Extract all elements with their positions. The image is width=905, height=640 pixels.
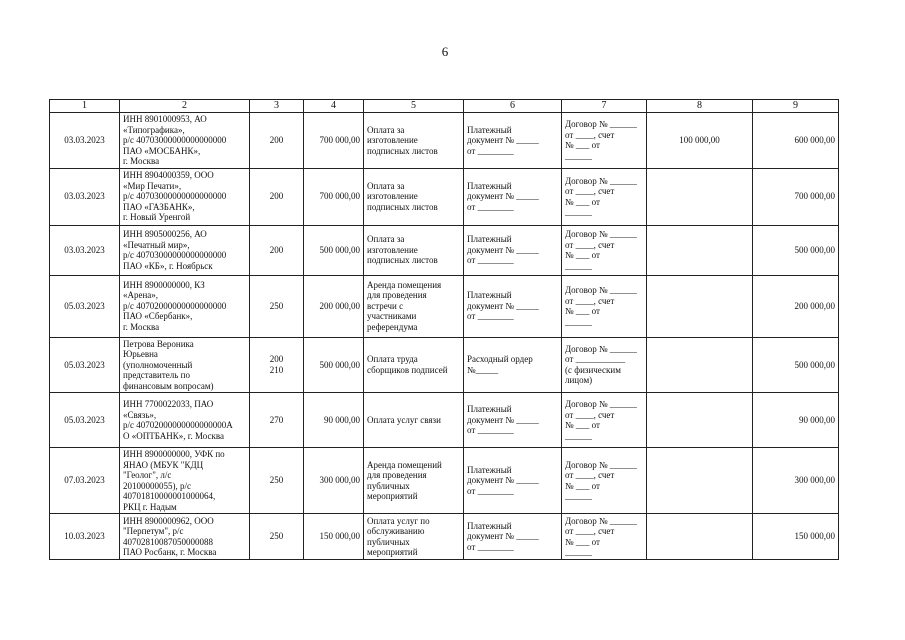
payer-cell: ИНН 7700022033, ПАО «Связь», р/с 40702000000000000000А О «ОПТБАНК», г. Москва — [120, 393, 250, 448]
table-row — [50, 168, 839, 225]
amount-cell: 500 000,00 — [304, 225, 364, 275]
contract-cell: Договор № ______ от ____, счет № ___ от ______ — [562, 393, 647, 448]
document-cell: Платежный документ № _____ от ________ — [464, 225, 562, 275]
date-cell: 05.03.2023 — [50, 393, 120, 448]
col9-cell: 300 000,00 — [753, 448, 839, 514]
payer-cell: ИНН 8900000962, ООО "Перпетум", р/с 40702810087050000088 ПАО Росбанк, г. Москва — [120, 514, 250, 560]
header-col-7: 7 — [562, 100, 647, 113]
header-col-3: 3 — [250, 100, 304, 113]
expense-table — [49, 99, 839, 560]
table-row — [50, 275, 839, 337]
code-cell: 250 — [250, 514, 304, 560]
purpose-cell: Оплата за изготовление подписных листов — [364, 113, 464, 169]
document-cell: Платежный документ № _____ от ________ — [464, 168, 562, 225]
page-number: 6 — [441, 44, 449, 59]
col8-cell — [647, 275, 753, 337]
amount-cell: 700 000,00 — [304, 113, 364, 169]
amount-cell: 90 000,00 — [304, 393, 364, 448]
payer-cell: Петрова Вероника Юрьевна (уполномоченный представитель по финансовым вопросам) — [120, 337, 250, 393]
header-col-6: 6 — [464, 100, 562, 113]
col9-cell: 90 000,00 — [753, 393, 839, 448]
col8-cell — [647, 448, 753, 514]
code-cell: 200 — [250, 168, 304, 225]
purpose-cell: Аренда помещений для проведения публичных мероприятий — [364, 448, 464, 514]
contract-cell: Договор № ______ от ____, счет № ___ от ______ — [562, 448, 647, 514]
purpose-cell: Оплата за изготовление подписных листов — [364, 168, 464, 225]
col8-cell — [647, 393, 753, 448]
document-cell: Расходный ордер №_____ — [464, 337, 562, 393]
amount-cell: 150 000,00 — [304, 514, 364, 560]
contract-cell: Договор № ______ от ____, счет № ___ от ______ — [562, 514, 647, 560]
contract-cell: Договор № ______ от ____, счет № ___ от ______ — [562, 275, 647, 337]
col8-cell — [647, 514, 753, 560]
table-row — [50, 514, 839, 560]
header-col-9: 9 — [753, 100, 839, 113]
amount-cell: 700 000,00 — [304, 168, 364, 225]
payer-cell: ИНН 8904000359, ООО «Мир Печати», р/с 40703000000000000000 ПАО «ГАЗБАНК», г. Новый Уренгой — [120, 168, 250, 225]
col9-cell: 200 000,00 — [753, 275, 839, 337]
purpose-cell: Аренда помещения для проведения встречи с участниками референдума — [364, 275, 464, 337]
table-row — [50, 337, 839, 393]
col8-cell: 100 000,00 — [647, 113, 753, 169]
header-col-1: 1 — [50, 100, 120, 113]
date-cell: 10.03.2023 — [50, 514, 120, 560]
code-cell: 200 — [250, 113, 304, 169]
code-cell: 200 210 — [250, 337, 304, 393]
amount-cell: 300 000,00 — [304, 448, 364, 514]
table-row — [50, 225, 839, 275]
table-row — [50, 113, 839, 169]
date-cell: 03.03.2023 — [50, 225, 120, 275]
contract-cell: Договор № ______ от ____, счет № ___ от ______ — [562, 168, 647, 225]
header-row — [50, 100, 839, 113]
header-col-2: 2 — [120, 100, 250, 113]
date-cell: 07.03.2023 — [50, 448, 120, 514]
code-cell: 250 — [250, 275, 304, 337]
date-cell: 05.03.2023 — [50, 337, 120, 393]
col8-cell — [647, 337, 753, 393]
header-col-5: 5 — [364, 100, 464, 113]
col9-cell: 500 000,00 — [753, 337, 839, 393]
purpose-cell: Оплата за изготовление подписных листов — [364, 225, 464, 275]
col9-cell: 600 000,00 — [753, 113, 839, 169]
header-col-4: 4 — [304, 100, 364, 113]
col9-cell: 500 000,00 — [753, 225, 839, 275]
date-cell: 03.03.2023 — [50, 113, 120, 169]
document-cell: Платежный документ № _____ от ________ — [464, 275, 562, 337]
contract-cell: Договор № ______ от ____, счет № ___ от ______ — [562, 113, 647, 169]
col9-cell: 150 000,00 — [753, 514, 839, 560]
payer-cell: ИНН 8900000000, УФК по ЯНАО (МБУК "КДЦ "Геолог", л/с 20100000055), р/с 40701810000001000064, РКЦ г. Надым — [120, 448, 250, 514]
document-cell: Платежный документ № _____ от ________ — [464, 514, 562, 560]
col8-cell — [647, 225, 753, 275]
col9-cell: 700 000,00 — [753, 168, 839, 225]
code-cell: 250 — [250, 448, 304, 514]
document-cell: Платежный документ № _____ от ________ — [464, 113, 562, 169]
payer-cell: ИНН 8905000256, АО «Печатный мир», р/с 40703000000000000000 ПАО «КБ», г. Ноябрьск — [120, 225, 250, 275]
purpose-cell: Оплата услуг связи — [364, 393, 464, 448]
table-row — [50, 393, 839, 448]
date-cell: 03.03.2023 — [50, 168, 120, 225]
purpose-cell: Оплата услуг по обслуживанию публичных мероприятий — [364, 514, 464, 560]
payer-cell: ИНН 8901000953, АО «Типографика», р/с 40703000000000000000 ПАО «МОСБАНК», г. Москва — [120, 113, 250, 169]
contract-cell: Договор № ______ от ___________ (с физическим лицом) — [562, 337, 647, 393]
code-cell: 270 — [250, 393, 304, 448]
date-cell: 05.03.2023 — [50, 275, 120, 337]
contract-cell: Договор № ______ от ____, счет № ___ от ______ — [562, 225, 647, 275]
amount-cell: 500 000,00 — [304, 337, 364, 393]
col8-cell — [647, 168, 753, 225]
purpose-cell: Оплата труда сборщиков подписей — [364, 337, 464, 393]
code-cell: 200 — [250, 225, 304, 275]
document-cell: Платежный документ № _____ от ________ — [464, 393, 562, 448]
table-row — [50, 448, 839, 514]
header-col-8: 8 — [647, 100, 753, 113]
payer-cell: ИНН 8900000000, КЗ «Арена», р/с 40702000000000000000 ПАО «Сбербанк», г. Москва — [120, 275, 250, 337]
amount-cell: 200 000,00 — [304, 275, 364, 337]
document-cell: Платежный документ № _____ от ________ — [464, 448, 562, 514]
